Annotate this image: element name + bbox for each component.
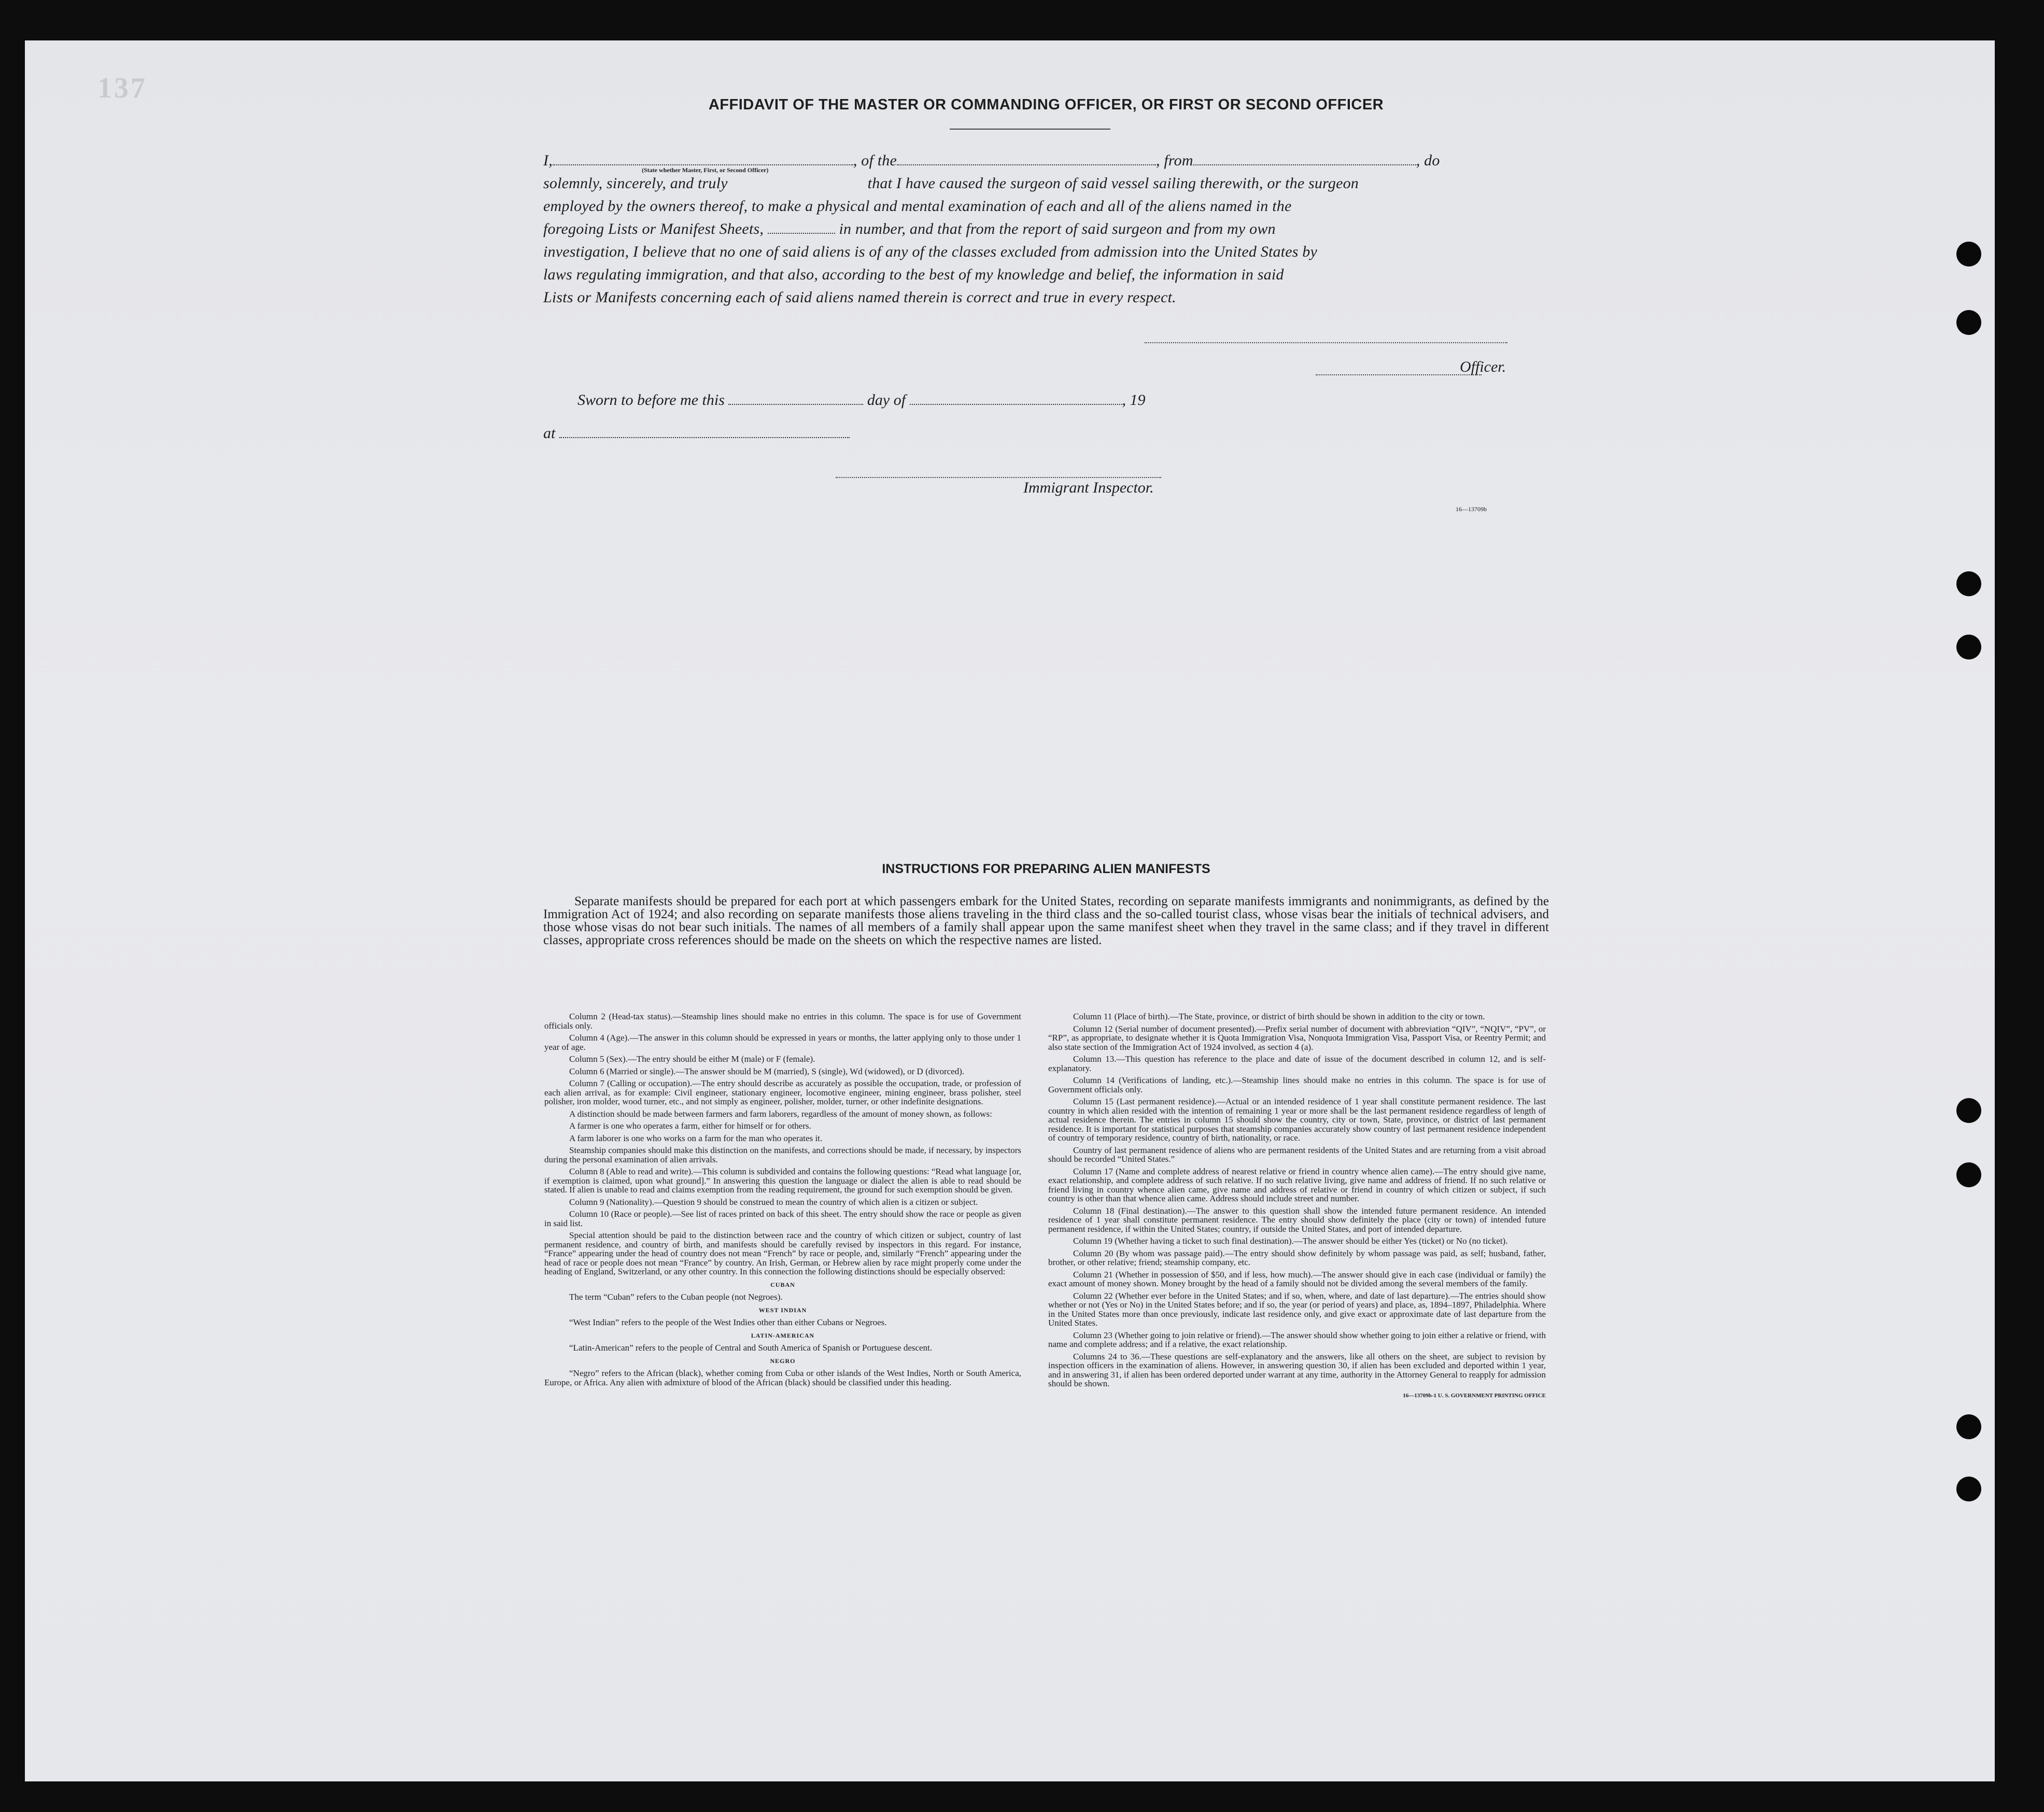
sworn-month-field bbox=[910, 391, 1122, 405]
instruction-item: Column 11 (Place of birth).—The State, province, or district of birth should be shown in addition to the city or town. bbox=[1073, 1012, 1485, 1021]
instruction-item: Column 2 (Head-tax status).—Steamship lines should make no entries in this column. The space is for use of Government officials only. bbox=[544, 1012, 1021, 1031]
binder-hole bbox=[1956, 242, 1981, 266]
instruction-item: Country of last permanent residence of aliens who are permanent residents of the United States and are returning from a visit abroad should be recorded “United States.” bbox=[1048, 1145, 1546, 1164]
inspector-signature-line bbox=[836, 477, 1161, 478]
affidavit-line-4-end: in number, and that from the report of said surgeon and from my own bbox=[839, 220, 1276, 237]
officer-rank-field bbox=[553, 152, 853, 165]
departure-port-field bbox=[1193, 152, 1416, 165]
instruction-item: Column 9 (Nationality).—Question 9 should be construed to mean the country of which alien is a citizen or subject. bbox=[569, 1197, 978, 1207]
instruction-item: Column 17 (Name and complete address of nearest relative or friend in country whence alien came).—The entry should give name, exact relationship, and complete address of such relative. If no such relative living, give name and address of friend. If no such relative or friend living in country whence alien came, give name and address of relative or friend in country of which citizen or subject, if such country is other than that whence alien came. Address should include street and number. bbox=[1048, 1166, 1546, 1203]
instruction-item: Column 23 (Whether going to join relative or friend).—The answer should show whether going to join either a relative or friend, with name and complete address; and if a relative, the exact relationship. bbox=[1048, 1330, 1546, 1349]
instruction-item: A farm laborer is one who works on a farm for the man who operates it. bbox=[569, 1133, 823, 1143]
binder-hole bbox=[1956, 1162, 1981, 1187]
affidavit-word-i: I, bbox=[543, 152, 553, 169]
instruction-item: Column 7 (Calling or occupation).—The entry should describe as accurately as possible the occupation, trade, or profession of each alien arrival, as for example: Civil engineer, stationary engineer, locomotive engineer, mining engineer, brass polisher, steel polisher, iron molder, wood turner, etc., and not simply as engineer, polisher, molder, turner, or other indefinite designations. bbox=[544, 1078, 1021, 1106]
instruction-item: A farmer is one who operates a farm, either for himself or for others. bbox=[569, 1121, 811, 1131]
instruction-item: Column 6 (Married or single).—The answer should be M (married), S (single), Wd (widowed), or D (divorced). bbox=[569, 1066, 965, 1076]
signature-line-top bbox=[1145, 342, 1507, 343]
binder-hole bbox=[1956, 310, 1981, 335]
sworn-line bbox=[577, 389, 1146, 412]
instructions-left-column bbox=[544, 1012, 1021, 1390]
subheading-negro: NEGRO bbox=[770, 1357, 796, 1365]
affidavit-line-4 bbox=[543, 218, 1544, 241]
affidavit-line-2-end: that I have caused the surgeon of said vessel sailing therewith, or the surgeon bbox=[867, 175, 1359, 192]
instructions-right-column bbox=[1048, 1012, 1546, 1403]
affidavit-line-3: employed by the owners thereof, to make a physical and mental examination of each and all of the aliens named in the bbox=[543, 198, 1292, 215]
subheading-west-indian: WEST INDIAN bbox=[758, 1306, 807, 1314]
binder-hole bbox=[1956, 1477, 1981, 1501]
instruction-item: Column 8 (Able to read and write).—This column is subdivided and contains the following questions: “Read what language [or, if exemption is claimed, upon what ground].” In answering this question the language or dialect the alien is able to read should be stated. If alien is unable to read and claims exemption from the reading requirement, the ground for such exemption should be given. bbox=[544, 1167, 1021, 1195]
title-underline bbox=[950, 129, 1110, 130]
affidavit-word-of-the: , of the bbox=[853, 152, 897, 169]
binder-hole bbox=[1956, 1414, 1981, 1439]
instruction-item: A distinction should be made between farmers and farm laborers, regardless of the amount of money shown, as follows: bbox=[569, 1108, 992, 1119]
binder-hole bbox=[1956, 571, 1981, 596]
affidavit-line-4-start: foregoing Lists or Manifest Sheets, bbox=[543, 220, 764, 237]
instruction-item: Steamship companies should make this distinction on the manifests, and corrections should be made, if necessary, by inspectors during the personal examination of alien arrivals. bbox=[544, 1145, 1021, 1164]
instruction-item: Column 19 (Whether having a ticket to such final destination).—The answer should be either Yes (ticket) or No (no ticket). bbox=[1073, 1236, 1508, 1246]
inspector-label: Immigrant Inspector. bbox=[1023, 479, 1154, 496]
officer-label: Officer. bbox=[1460, 358, 1506, 375]
instruction-item: Column 4 (Age).—The answer in this column should be expressed in years or months, the latter applying only to those under 1 year of age. bbox=[544, 1033, 1021, 1052]
sworn-at: at bbox=[543, 425, 556, 442]
officer-rank-note: (State whether Master, First, or Second Officer) bbox=[642, 166, 769, 174]
subheading-cuban: CUBAN bbox=[770, 1281, 795, 1288]
definition-latin-american: “Latin-American” refers to the people of Central and South America of Spanish or Portuguese descent. bbox=[569, 1343, 933, 1353]
sheet-count-field bbox=[768, 220, 835, 234]
subheading-latin-american: LATIN-AMERICAN bbox=[751, 1331, 815, 1339]
instruction-item: Column 14 (Verifications of landing, etc.).—Steamship lines should make no entries in this column. The space is for use of Government officials only. bbox=[1048, 1075, 1546, 1094]
instruction-item: Special attention should be paid to the distinction between race and the country of which citizen or subject, country of last permanent residence, and country of birth, and manifests should be carefully revised by inspectors in this regard. For instance, “France” appearing under the head of country does not mean “French” by race or people, and, similarly “French” appearing under the head of race or people does not mean “France” by country. An Irish, German, or Hebrew alien by race might properly come under the heading of England, Switzerland, or any other country. In this connection the following distinctions should be especially observed: bbox=[544, 1230, 1021, 1276]
instruction-item: Column 10 (Race or people).—See list of races printed on back of this sheet. The entry should show the race or people as given in said list. bbox=[544, 1209, 1021, 1228]
affidavit-line-7: Lists or Manifests concerning each of said aliens named therein is correct and true in every respect. bbox=[543, 289, 1176, 306]
signature-line-officer bbox=[1316, 374, 1482, 375]
sworn-place-field bbox=[559, 425, 850, 438]
affidavit-line-6: laws regulating immigration, and that also, according to the best of my knowledge and belief, the information in said bbox=[543, 266, 1284, 283]
sworn-day-of: day of bbox=[867, 391, 906, 409]
binder-hole bbox=[1956, 1098, 1981, 1123]
affidavit-line-5: investigation, I believe that no one of said aliens is of any of the classes excluded from admission into the United States by bbox=[543, 243, 1318, 260]
vessel-name-field bbox=[897, 152, 1156, 165]
definition-west-indian: “West Indian” refers to the people of the West Indies other than either Cubans or Negroes. bbox=[569, 1317, 887, 1327]
sworn-year: , 19 bbox=[1122, 391, 1146, 409]
instruction-item: Column 20 (By whom was passage paid).—The entry should show definitely by whom passage was paid, as self; husband, father, brother, or other relative; friend; steamship company, etc. bbox=[1048, 1248, 1546, 1267]
sworn-place-line bbox=[543, 422, 850, 445]
instruction-item: Column 13.—This question has reference to the place and date of issue of the document described in column 12, and is self-explanatory. bbox=[1048, 1054, 1546, 1073]
sworn-day-field bbox=[728, 391, 863, 405]
instructions-intro: Separate manifests should be prepared for each port at which passengers embark for the United States, recording on separate manifests immigrants and nonimmigrants, as defined by the Immigration Act of 1924; and also recording on separate manifests those aliens traveling in the third class and the so-called tourist class, whose visas bear the initials of technical advisers, and those whose visas do not bear such initials. The names of all members of a family shall appear upon the same manifest sheet when they travel in the same class; and if they travel in different classes, appropriate cross references should be made on the sheets on which the respective names are listed. bbox=[543, 894, 1549, 947]
instruction-item: Columns 24 to 36.—These questions are self-explanatory and the answers, like all others on the sheet, are subject to revision by inspection officers in the examination of aliens. However, in answering question 30, if alien has been excluded and deported within 1 year, and in answering 31, if alien has been ordered deported under warrant at any time, authority in the Attorney General to reapply for admission should be shown. bbox=[1048, 1351, 1546, 1388]
printing-office-footer: 16—13709b-1 U. S. GOVERNMENT PRINTING OFFICE bbox=[1403, 1392, 1546, 1399]
instructions-title: INSTRUCTIONS FOR PREPARING ALIEN MANIFESTS bbox=[882, 862, 1210, 876]
affidavit-word-do: , do bbox=[1416, 152, 1440, 169]
affidavit-title: AFFIDAVIT OF THE MASTER OR COMMANDING OFFICER, OR FIRST OR SECOND OFFICER bbox=[708, 96, 1384, 113]
instruction-item: Column 15 (Last permanent residence).—Actual or an intended residence of 1 year shall constitute permanent residence. The last country in which alien resided with the intention of remaining 1 year or more shall be the last permanent residence regardless of length of actual residence therein. The entries in column 15 should show the country, city or town, State, province, or district of last permanent residence. It is important for statistical purposes that steamship companies accurately show country of last permanent residence independent of country of temporary residence, country of birth, nationality, or race. bbox=[1048, 1097, 1546, 1143]
instruction-item: Column 18 (Final destination).—The answer to this question shall show the intended future permanent residence. An intended residence of 1 year shall constitute permanent residence. The entry should show definitely the place (city or town) of intended future permanent residence, if within the United States; country, if outside the United States, and port of intended departure. bbox=[1048, 1205, 1546, 1234]
affidavit-line-2-start: solemnly, sincerely, and truly bbox=[543, 175, 728, 192]
instruction-item: Column 21 (Whether in possession of $50, and if less, how much).—The answer should give in each case (individual or family) the exact amount of money shown. Money brought by the head of a family should not be divided among the several members of the family. bbox=[1048, 1269, 1546, 1288]
page-stamp: 137 bbox=[97, 72, 147, 104]
sworn-text: Sworn to before me this bbox=[577, 391, 725, 409]
definition-negro: “Negro” refers to the African (black), whether coming from Cuba or other islands of the West Indies, North or South America, Europe, or Africa. Any alien with admixture of blood of the African (black) should be classified under this heading. bbox=[544, 1368, 1021, 1387]
affidavit-word-from: , from bbox=[1155, 152, 1193, 169]
instruction-item: Column 22 (Whether ever before in the United States; and if so, when, where, and date of last departure).—The entries should show whether or not (Yes or No) in the United States before; and if so, the year (or period of years) and place, as, 1894–1897, Philadelphia. Where in the United States more than once previously, indicate last residence only, and give exact or approximate date of last departure from the United States. bbox=[1048, 1290, 1546, 1328]
manifest-sheet bbox=[25, 40, 1995, 1781]
instruction-item: Column 5 (Sex).—The entry should be either M (male) or F (female). bbox=[569, 1054, 815, 1064]
form-number: 16—13709b bbox=[1456, 505, 1487, 513]
affidavit-line-2 bbox=[543, 172, 1544, 195]
definition-cuban: The term “Cuban” refers to the Cuban people (not Negroes). bbox=[569, 1292, 783, 1302]
binder-hole bbox=[1956, 635, 1981, 659]
instruction-item: Column 12 (Serial number of document presented).—Prefix serial number of document with abbreviation “QIV”, “NQIV”, “PV”, or “RP”, as appropriate, to designate whether it is Quota Immigration Visa, Nonquota Immigration Visa, Passport Visa, or Reentry Permit; and also state section of the Immigration Act of 1924 involved, as section 4 (a). bbox=[1048, 1023, 1546, 1052]
